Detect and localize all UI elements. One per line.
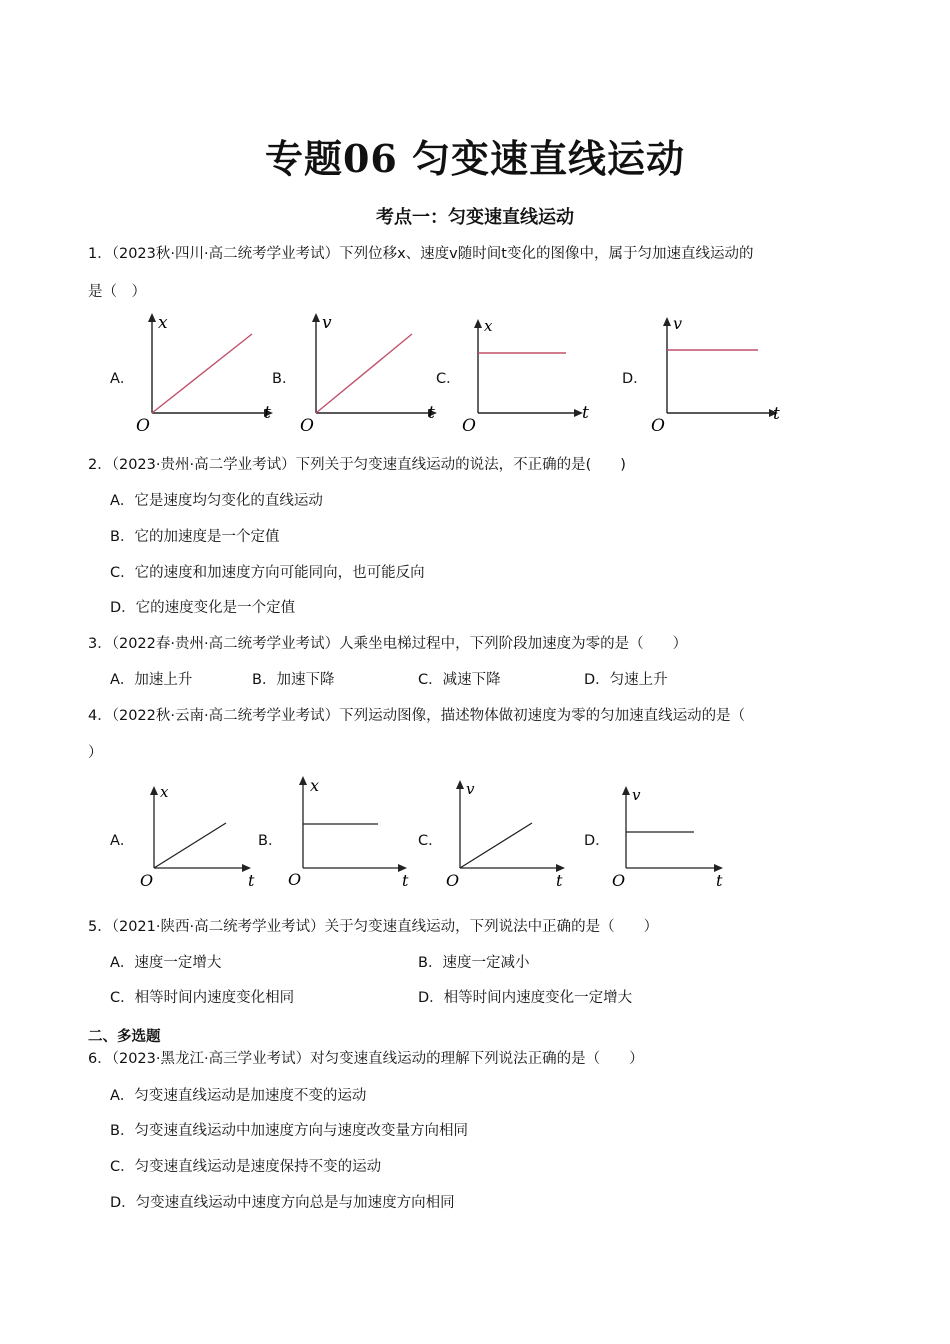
q1-option-d-label: D． [622,371,648,387]
q4-option-c-label: C． [418,833,443,849]
q5-option-c: C．相等时间内速度变化相同 [110,990,295,1006]
question-1-line-1: 1．（2023秋·四川·高二统考学业考试）下列位移x、速度v随时间t变化的图像中，属于匀加速直线运动的 [88,246,754,262]
q6-option-c: C．匀变速直线运动是速度保持不变的运动 [110,1159,382,1175]
q4d-t-label: t [716,871,723,890]
q1-graph-c [456,314,606,435]
q4-graph-b [282,772,422,892]
question-2-stem: 2．（2023·贵州·高二学业考试）下列关于匀变速直线运动的说法，不正确的是( ) [88,457,626,473]
q1-option-b-label: B． [272,371,297,387]
q3-option-d: D．匀速上升 [584,672,668,688]
section-heading-1: 考点一：匀变速直线运动 [376,207,574,228]
question-4-line-1: 4．（2022秋·云南·高二统考学业考试）下列运动图像，描述物体做初速度为零的匀加速直线运动的是（ [88,708,746,724]
q4c-t-label: t [556,871,563,890]
q1-graph-d [645,312,795,435]
question-6-stem: 6．（2023·黑龙江·高三学业考试）对匀变速直线运动的理解下列说法正确的是（ ） [88,1051,644,1067]
q6-option-a: A．匀变速直线运动是加速度不变的运动 [110,1088,367,1104]
question-5-stem: 5．（2021·陕西·高二统考学业考试）关于匀变速直线运动，下列说法中正确的是（ ） [88,919,659,935]
q4b-t-label: t [402,871,409,890]
q1a-origin-label: O [136,416,150,435]
q4a-y-label: x [160,783,169,801]
q2-option-a: A．它是速度均匀变化的直线运动 [110,493,323,509]
q4c-y-label: v [466,780,475,798]
q1c-origin-label: O [462,416,476,435]
q1c-t-label: t [582,403,589,423]
q6-option-d: D．匀变速直线运动中速度方向总是与加速度方向相同 [110,1195,455,1211]
q1b-origin-label: O [300,416,314,435]
q4-option-b-label: B． [258,833,283,849]
q4-graph-d [606,782,736,892]
q4c-origin-label: O [446,871,460,890]
q1b-y-label: v [322,313,332,333]
q1b-t-label: t [428,403,435,423]
q1d-origin-label: O [651,416,665,435]
q4-option-a-label: A． [110,833,135,849]
q6-option-b: B．匀变速直线运动中加速度方向与速度改变量方向相同 [110,1123,468,1139]
q2-option-d: D．它的速度变化是一个定值 [110,600,296,616]
q1-graph-b [294,310,444,435]
q4-graph-c [440,776,580,892]
section-heading-2: 二、多选题 [88,1029,161,1045]
question-1-line-2: 是（ ） [88,284,146,300]
question-4-line-2: ） [88,745,103,761]
q1a-t-label: t [264,403,271,423]
q4d-y-label: v [632,786,641,804]
q3-option-b: B．加速下降 [252,672,335,688]
q1a-y-label: x [158,313,168,333]
q5-option-a: A．速度一定增大 [110,955,222,971]
q1-graph-a [130,310,280,435]
q4-graph-a [134,780,264,892]
q4d-origin-label: O [612,871,626,890]
page-title: 专题06 匀变速直线运动 [264,136,686,181]
q2-option-b: B．它的加速度是一个定值 [110,529,280,545]
q5-option-d: D．相等时间内速度变化一定增大 [418,990,633,1006]
q1-option-a-label: A． [110,371,135,387]
q1c-y-label: x [484,317,493,335]
q4b-y-label: x [310,776,320,795]
q1d-t-label: t [773,404,780,424]
q1d-y-label: v [673,314,683,333]
question-3-stem: 3．（2022春·贵州·高二统考学业考试）人乘坐电梯过程中，下列阶段加速度为零的是（ ） [88,636,688,652]
q3-option-c: C．减速下降 [418,672,501,688]
q2-option-c: C．它的速度和加速度方向可能同向，也可能反向 [110,565,425,581]
q5-option-b: B．速度一定减小 [418,955,530,971]
q4b-origin-label: O [288,870,302,889]
q4a-t-label: t [248,871,255,890]
q1-option-c-label: C． [436,371,461,387]
q3-option-a: A．加速上升 [110,672,193,688]
q4-option-d-label: D． [584,833,610,849]
q4a-origin-label: O [140,871,154,890]
